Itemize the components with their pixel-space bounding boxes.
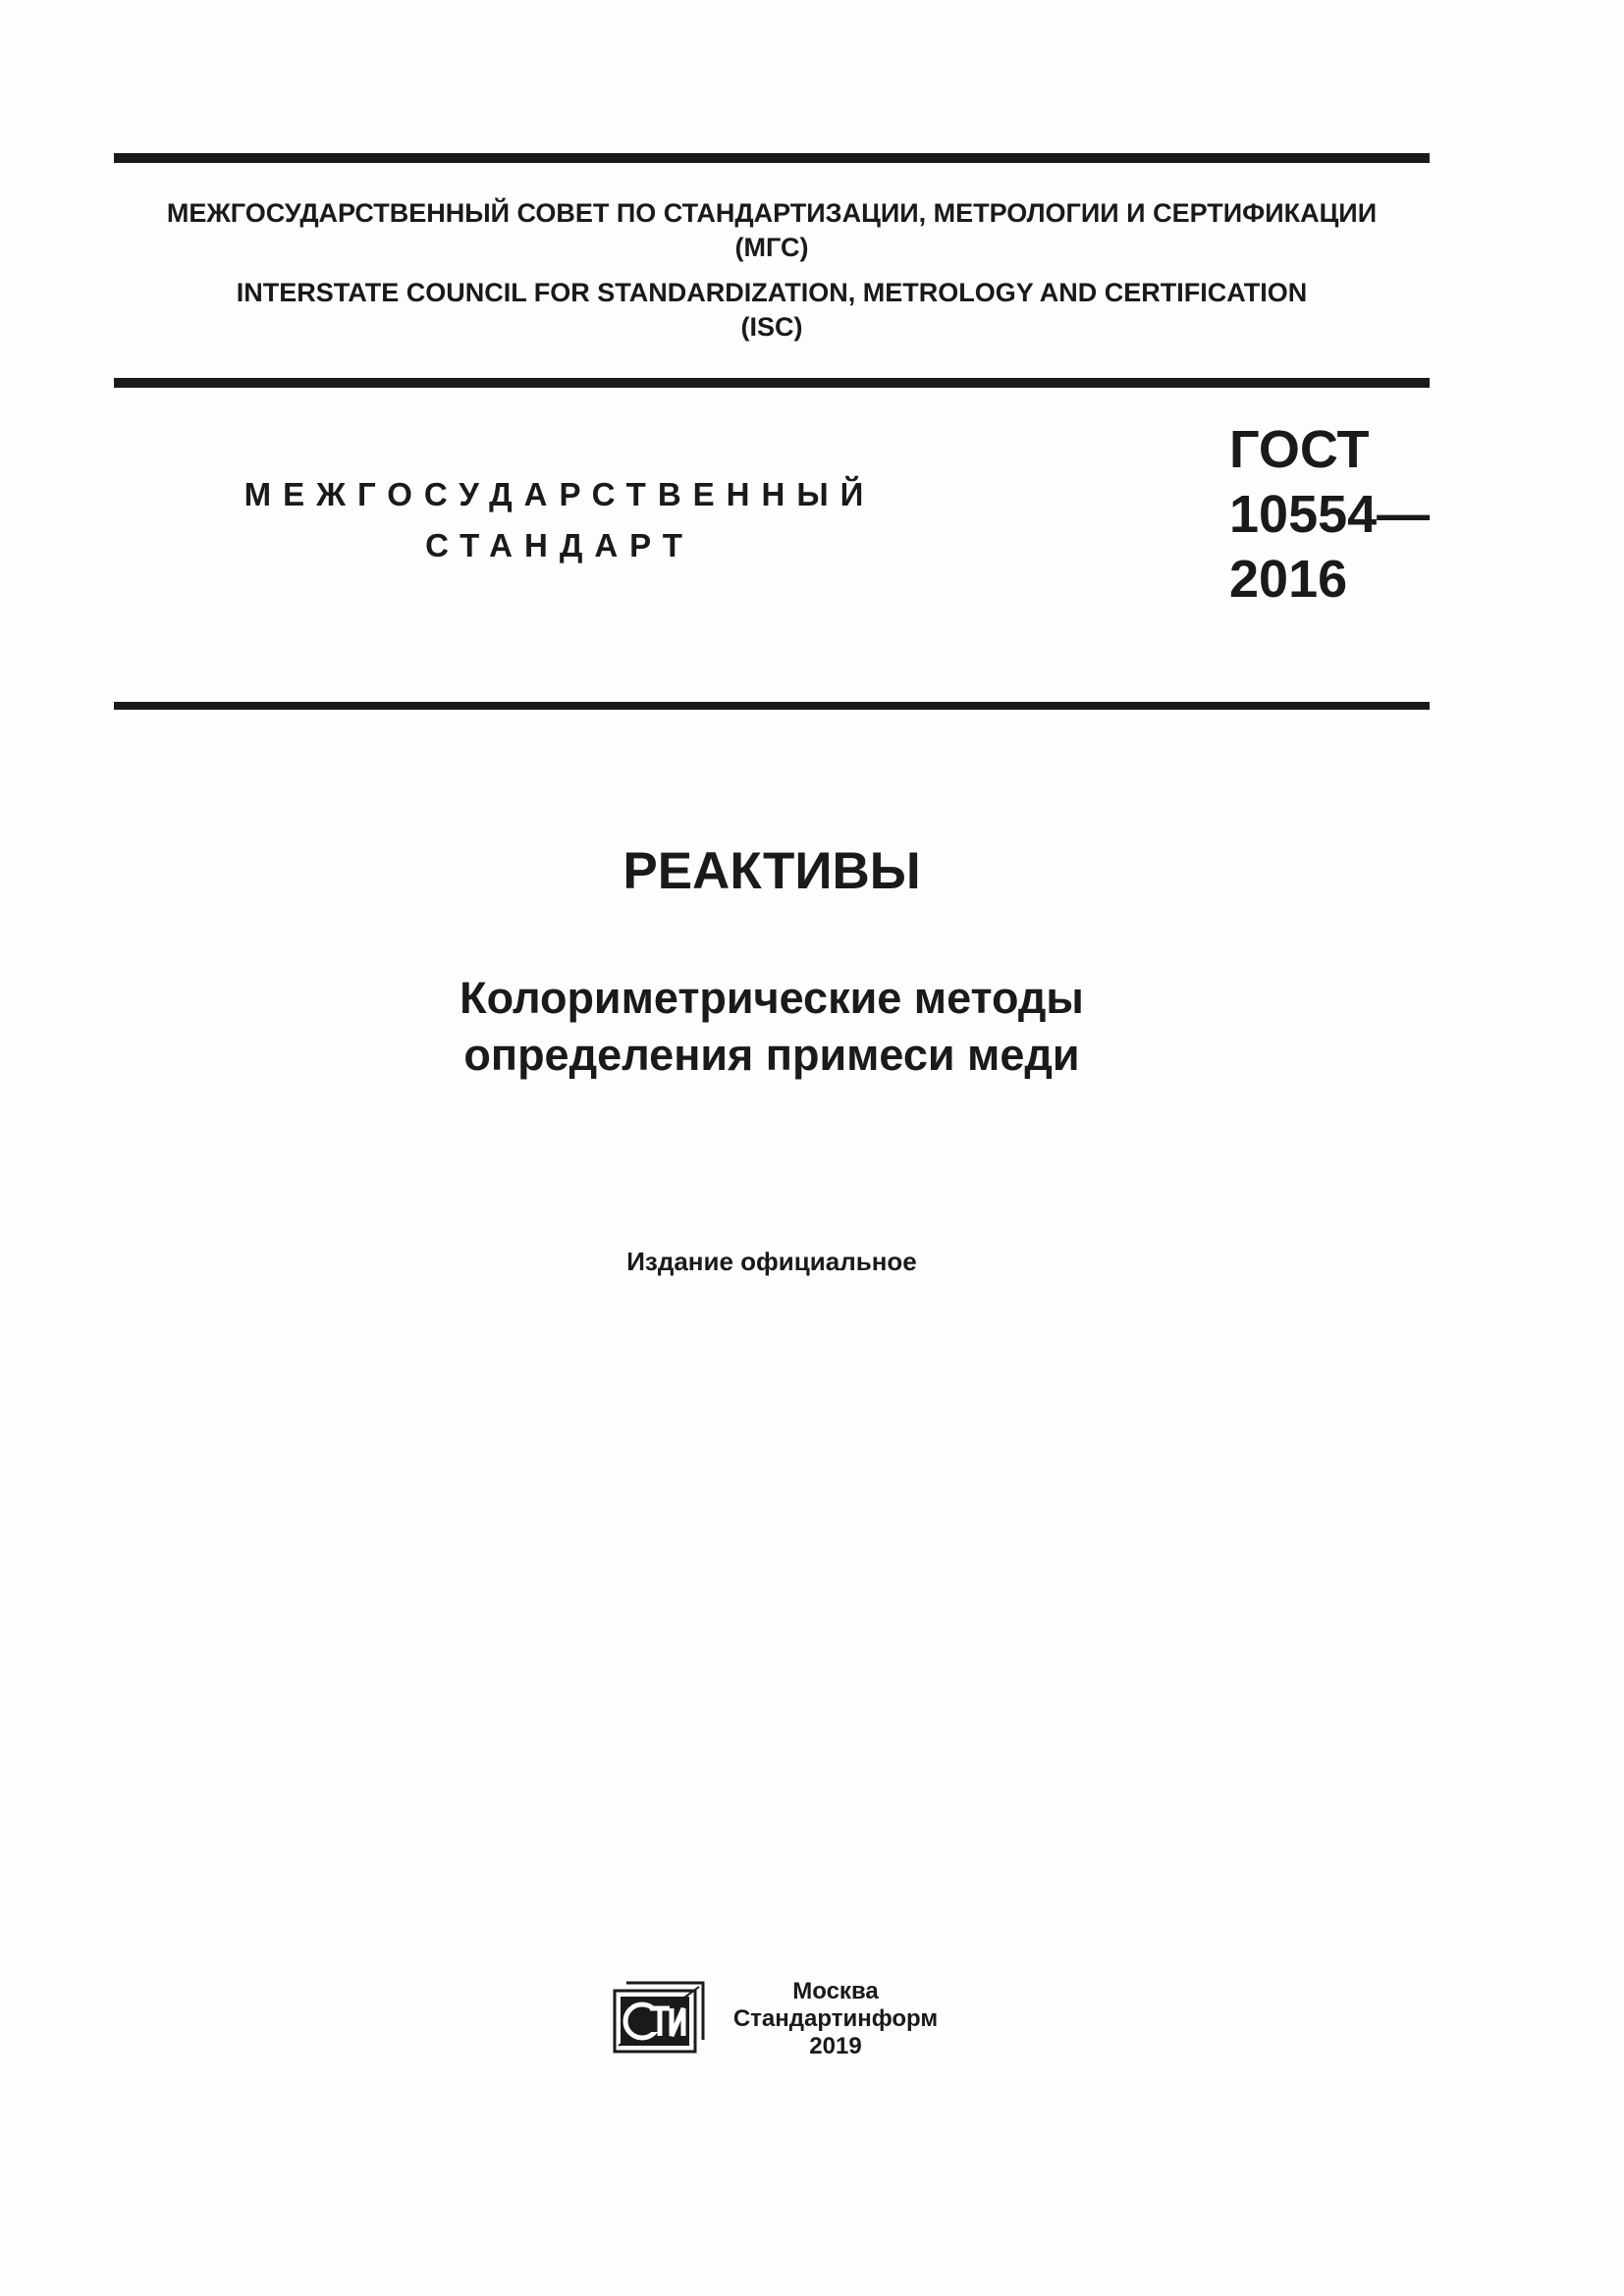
designation-year: 2016 [1229, 550, 1348, 609]
standard-type-line1: МЕЖГОСУДАРСТВЕННЫЙ [244, 476, 876, 512]
council-en-abbr: (ISC) [740, 312, 803, 342]
publisher-name: Стандартинформ [732, 2005, 939, 2032]
council-ru-abbr: (МГС) [734, 233, 809, 262]
designation-number: 10554— [1229, 485, 1431, 544]
sti-publisher-logo-icon [613, 1981, 705, 2054]
designation-prefix: ГОСТ [1229, 420, 1370, 479]
subtitle-line2: определения примеси меди [463, 1030, 1080, 1080]
publisher-imprint [722, 1978, 949, 2060]
document-subtitle [114, 970, 1430, 1084]
edition-label: Издание официальное [626, 1247, 917, 1276]
subtitle-line1: Колориметрические методы [460, 973, 1084, 1023]
council-en-line1: INTERSTATE COUNCIL FOR STANDARDIZATION, METROLOGY AND CERTIFICATION [236, 278, 1308, 307]
standard-type [236, 469, 884, 571]
top-rule [114, 153, 1430, 163]
publisher-year: 2019 [809, 2033, 862, 2059]
header-rule [114, 378, 1430, 388]
document-title: РЕАКТИВЫ [623, 842, 921, 900]
council-name-en [114, 276, 1430, 345]
council-ru-line1: МЕЖГОСУДАРСТВЕННЫЙ СОВЕТ ПО СТАНДАРТИЗАЦИИ, МЕТРОЛОГИИ И СЕРТИФИКАЦИИ [166, 198, 1378, 228]
section-rule [114, 702, 1430, 710]
standard-type-line2: СТАНДАРТ [425, 527, 694, 563]
standard-designation [1229, 417, 1430, 612]
council-name-ru [114, 196, 1430, 265]
publisher-city: Москва [792, 1978, 879, 2004]
